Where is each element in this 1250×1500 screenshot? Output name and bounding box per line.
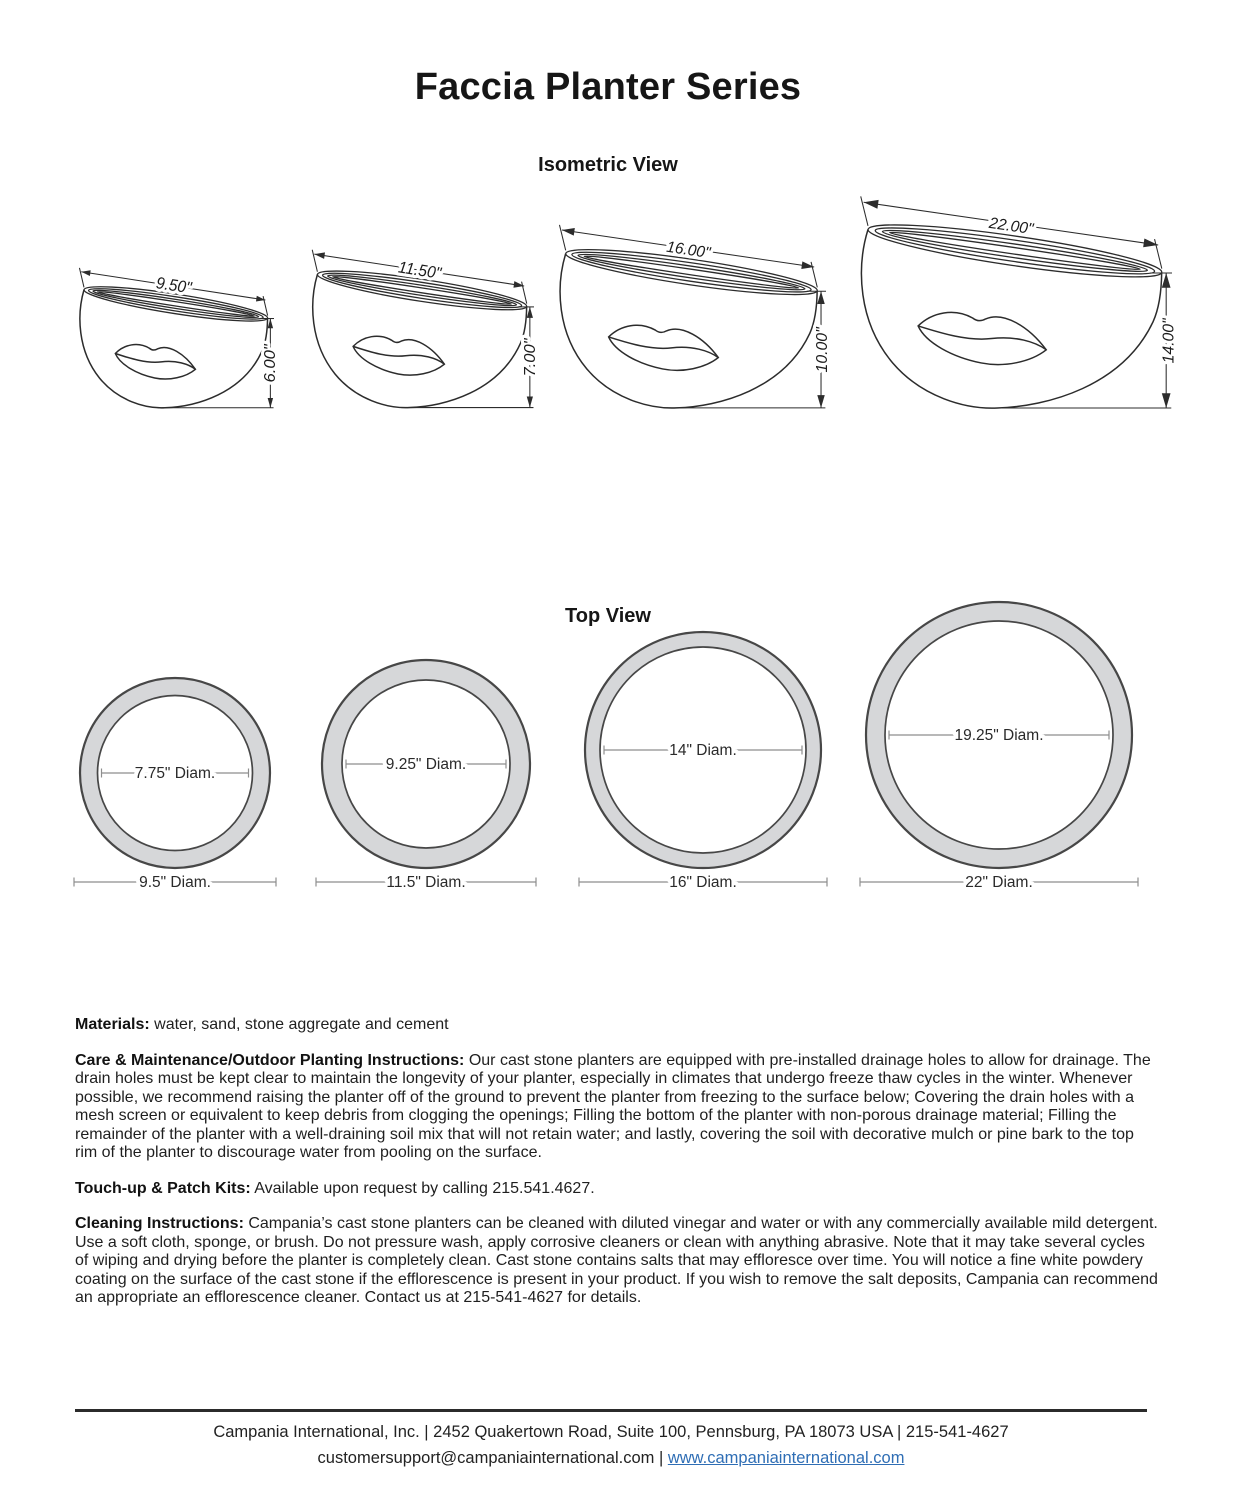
info-sections	[75, 1016, 1160, 1325]
width-dimension-label: 16.00"	[665, 238, 712, 263]
website-link[interactable]: www.campaniainternational.com	[667, 1449, 905, 1467]
cleaning-label: Cleaning Instructions:	[75, 1215, 244, 1232]
planter-body	[560, 254, 817, 408]
isometric-planter-4	[852, 186, 1178, 422]
materials-section	[75, 1016, 1160, 1035]
touchup-section	[75, 1180, 1160, 1199]
care-maintenance-section	[75, 1052, 1160, 1163]
width-dimension-label: 9.50"	[154, 273, 193, 298]
top-view-circle-1	[68, 678, 282, 896]
width-dimension-label: 11.50"	[397, 258, 443, 283]
outer-diameter-label: 11.5" Diam.	[386, 874, 466, 891]
materials-text: water, sand, stone aggregate and cement	[149, 1016, 449, 1033]
cleaning-text: Campania’s cast stone planters can be cleaned with diluted vinegar and water or with any commercially available mild detergent. Use a soft cloth, sponge, or brush. Do not pressure wash, apply corrosive cleaners or clean with anything abrasive. Note that it may take several cycles of wiping and drying before the planter is completely clean. Cast stone contains salts that may effloresce over time. You will notice a fine white powdery coating on the surface of the cast stone if the efflorescence is present in your product. If you wish to remove the salt deposits, Campania can recommend an appropriate an efflorescence cleaner. Contact us at 215-541-4627 for details.	[75, 1215, 1158, 1306]
lips-motif	[114, 343, 197, 381]
isometric-view-heading: Isometric View	[538, 153, 678, 176]
inner-diameter-label: 14" Diam.	[669, 742, 737, 759]
outer-diameter-label: 22" Diam.	[965, 874, 1033, 891]
inner-diameter-label: 7.75" Diam.	[134, 765, 216, 782]
footer-email: customersupport@campaniainternational.com |	[317, 1449, 668, 1467]
top-view-heading: Top View	[565, 604, 651, 627]
page-title: Faccia Planter Series	[414, 66, 802, 109]
top-view-circle-3	[573, 632, 833, 896]
height-dimension	[986, 273, 1172, 408]
lips-motif	[351, 334, 445, 377]
isometric-planter-2	[306, 242, 539, 418]
top-view-circle-4	[854, 602, 1144, 896]
footer-divider	[75, 1409, 1147, 1412]
touchup-text: Available upon request by calling 215.541.4627.	[250, 1179, 595, 1197]
height-dimension-label: 7.00"	[521, 338, 539, 377]
touchup-label: Touch-up & Patch Kits:	[75, 1179, 251, 1197]
height-dimension	[401, 307, 534, 408]
inner-diameter-label: 9.25" Diam.	[385, 756, 467, 773]
isometric-planter-3	[552, 216, 832, 420]
outer-diameter-label: 9.5" Diam.	[139, 874, 211, 891]
height-dimension-label: 6.00"	[261, 344, 279, 383]
planter-body	[861, 230, 1161, 409]
height-dimension	[667, 291, 826, 408]
outer-diameter-label: 16" Diam.	[669, 874, 737, 891]
height-dimension-label: 10.00"	[814, 327, 832, 373]
height-dimension	[158, 319, 274, 408]
isometric-planter-1	[74, 261, 279, 417]
planter-body	[313, 274, 527, 407]
height-dimension-label: 14.00"	[1160, 318, 1178, 364]
footer	[75, 1419, 1147, 1471]
lips-motif	[916, 310, 1049, 368]
width-dimension-label: 22.00"	[987, 214, 1035, 239]
footer-contact-line: Campania International, Inc. | 2452 Quakertown Road, Suite 100, Pennsburg, PA 18073 USA | 215-541-4627	[213, 1423, 1009, 1441]
inner-diameter-label: 19.25" Diam.	[954, 727, 1044, 744]
footer-web-line	[75, 1445, 1147, 1471]
care-maintenance-label: Care & Maintenance/Outdoor Planting Instructions:	[75, 1051, 465, 1069]
cleaning-section	[75, 1215, 1160, 1308]
lips-motif	[607, 323, 720, 373]
materials-label: Materials:	[75, 1016, 150, 1033]
care-maintenance-text: Our cast stone planters are equipped with pre-installed drainage holes to allow for drainage. The drain holes must be kept clear to maintain the longevity of your planter, especially in climates that undergo freeze thaw cycles in the winter. Whenever possible, we recommend raising the planter off of the ground to prevent the planter from freezing to the surface below; Covering the drain holes with a mesh screen or equivalent to keep debris from clogging the openings; Filling the bottom of the planter with non-porous drainage material; Filling the remainder of the planter with a well-draining soil mix that will not retain water; and lastly, covering the soil with decorative mulch or pine bark to the top rim of the planter to discourage water from pooling on the surface.	[75, 1051, 1151, 1161]
top-view-circle-2	[310, 660, 542, 896]
